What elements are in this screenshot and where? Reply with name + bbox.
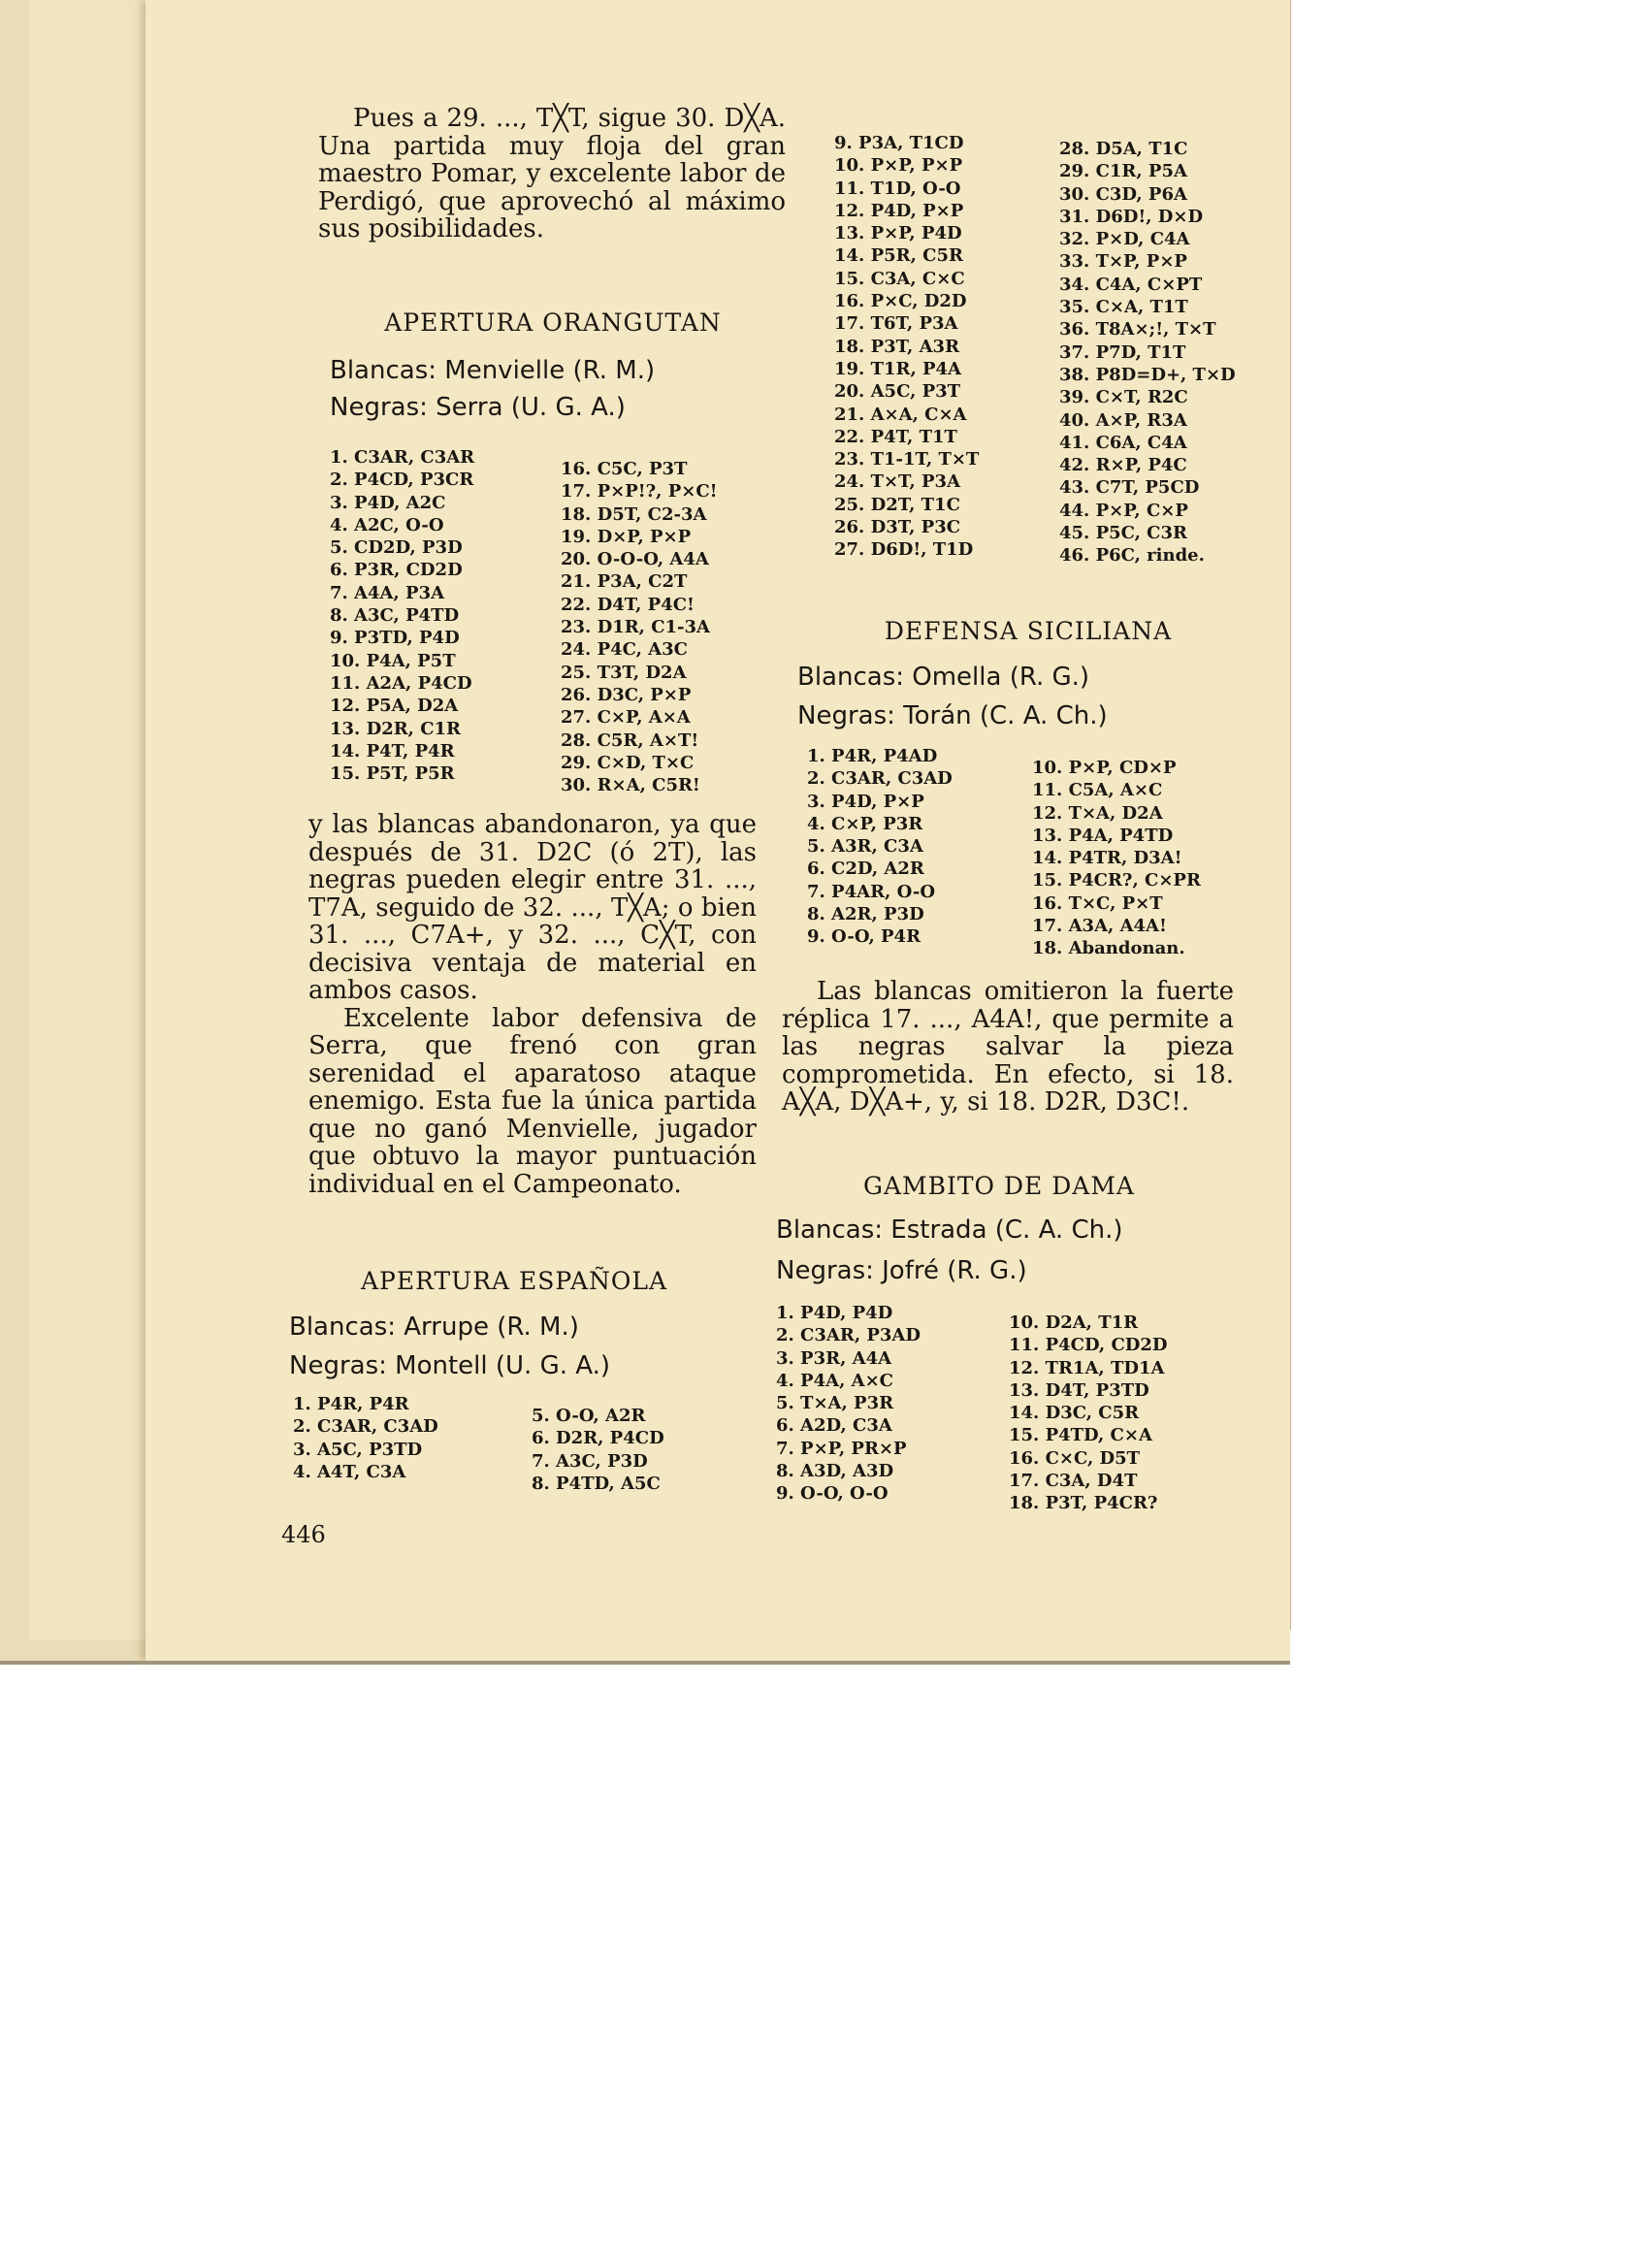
move: 13. P×P, P4D (834, 223, 962, 244)
game2-title: APERTURA ESPAÑOLA (360, 1267, 668, 1295)
move: 3. P4D, P×P (807, 791, 924, 812)
game4-black: Negras: Jofré (R. G.) (776, 1256, 1027, 1285)
move: 6. A2D, C3A (776, 1415, 892, 1437)
move: 10. P×P, CD×P (1032, 758, 1177, 778)
move: 4. A4T, C3A (293, 1461, 406, 1482)
move: 14. P4T, P4R (330, 740, 455, 761)
move: 5. CD2D, P3D (330, 537, 463, 559)
game2-moves-col3 (834, 132, 979, 562)
move: 25. D2T, T1C (834, 494, 960, 515)
game1-comment2: Excelente labor defensiva de Serra, que frenó con gran serenidad el aparatoso ataque enemigo. Esta fue la única partida que no ganó Menvielle, jugador que obtuvo la mayor puntuación individual en el Campeonato. (308, 1003, 757, 1199)
page-shadow (0, 1661, 1290, 1665)
move: 43. C7T, P5CD (1059, 477, 1200, 499)
move: 13. P4A, P4TD (1032, 825, 1174, 846)
game1-moves-col1 (330, 446, 474, 785)
move: 31. D6D!, D×D (1059, 206, 1204, 227)
move: 12. TR1A, TD1A (1009, 1357, 1165, 1378)
game3-comment-block (782, 978, 1234, 1117)
game1-comment-block (308, 811, 757, 1198)
move: 15. C3A, C×C (834, 268, 965, 289)
move: 34. C4A, C×PT (1059, 274, 1203, 295)
move: 1. P4R, P4AD (807, 746, 938, 766)
move: 4. A2C, O-O (330, 514, 444, 535)
move: 9. P3A, T1CD (834, 133, 964, 153)
move: 16. C×C, D5T (1009, 1447, 1141, 1469)
move: 17. T6T, P3A (834, 313, 958, 335)
move: 3. P3R, A4A (776, 1347, 892, 1369)
move: 14. D3C, C5R (1009, 1403, 1140, 1424)
game3-black: Negras: Torán (C. A. Ch.) (797, 701, 1108, 730)
intro-text: Pues a 29. ..., T╳T, sigue 30. D╳A. Una partida muy floja del gran maestro Pomar, y excelente labor de Perdigó, que aprovechó al máximo sus posibilidades. (318, 104, 786, 243)
move: 3. P4D, A2C (330, 492, 446, 513)
move: 39. C×T, R2C (1059, 387, 1188, 408)
move: 24. T×T, P3A (834, 471, 961, 493)
move: 15. P5T, P5R (330, 763, 455, 785)
game4-moves-col1 (776, 1302, 921, 1506)
move: 4. P4A, A×C (776, 1370, 893, 1391)
move: 15. P4TD, C×A (1009, 1425, 1152, 1446)
move: 10. P4A, P5T (330, 650, 456, 671)
page-number: 446 (281, 1521, 326, 1548)
intro-paragraph (318, 105, 786, 243)
move: 26. D3T, P3C (834, 517, 961, 538)
move: 37. P7D, T1T (1059, 341, 1186, 363)
move: 6. C2D, A2R (807, 859, 924, 880)
move: 26. D3C, P×P (561, 684, 692, 705)
game2-black: Negras: Montell (U. G. A.) (289, 1351, 610, 1380)
game3-moves-col1 (807, 745, 953, 949)
move: 2. P4CD, P3CR (330, 470, 474, 491)
move: 12. P4D, P×P (834, 200, 964, 221)
game2-white: Blancas: Arrupe (R. M.) (289, 1312, 579, 1342)
move: 44. P×P, C×P (1059, 500, 1188, 521)
move: 7. P×P, PR×P (776, 1438, 907, 1459)
move: 1. P4D, P4D (776, 1303, 893, 1323)
move: 28. D5A, T1C (1059, 139, 1188, 159)
move: 22. D4T, P4C! (561, 594, 695, 615)
move: 11. T1D, O-O (834, 178, 961, 199)
game2-moves-col2 (532, 1405, 664, 1495)
move: 21. A×A, C×A (834, 404, 967, 425)
move: 29. C×D, T×C (561, 752, 695, 773)
game1-title: APERTURA ORANGUTAN (384, 308, 722, 337)
move: 9. P3TD, P4D (330, 628, 460, 649)
move: 30. C3D, P6A (1059, 183, 1187, 205)
game2-moves-col4 (1059, 138, 1236, 567)
move: 16. C5C, P3T (561, 459, 688, 479)
move: 8. P4TD, A5C (532, 1473, 661, 1494)
move: 17. C3A, D4T (1009, 1471, 1138, 1492)
move: 5. A3R, C3A (807, 836, 923, 858)
move: 27. C×P, A×A (561, 707, 691, 729)
move: 42. R×P, P4C (1059, 455, 1187, 476)
move: 12. P5A, D2A (330, 696, 459, 717)
game3-comment: Las blancas omitieron la fuerte réplica 17. ..., A4A!, que permite a las negras salvar la pieza comprometida. En efecto, si 18. A╳A, D╳A+, y, si 18. D2R, D3C!. (782, 977, 1234, 1117)
move: 11. C5A, A×C (1032, 780, 1163, 801)
game1-comment1: y las blancas abandonaron, ya que después de 31. D2C (ó 2T), las negras pueden elegir entre 31. ..., T7A, seguido de 32. ..., T╳A; o bien 31. ..., C7A+, y 32. ..., C╳T, con decisiva ventaja de material en ambos casos. (308, 810, 757, 1005)
move: 13. D2R, C1R (330, 718, 462, 739)
game2-moves-col1 (293, 1393, 438, 1483)
game4-white: Blancas: Estrada (C. A. Ch.) (776, 1215, 1123, 1245)
move: 40. A×P, R3A (1059, 409, 1187, 431)
move: 5. T×A, P3R (776, 1393, 894, 1414)
move: 6. D2R, P4CD (532, 1428, 664, 1449)
move: 33. T×P, P×P (1059, 251, 1187, 273)
move: 23. D1R, C1-3A (561, 617, 711, 638)
game4-moves-col2 (1009, 1312, 1168, 1515)
move: 29. C1R, P5A (1059, 161, 1187, 182)
move: 12. T×A, D2A (1032, 802, 1163, 824)
move: 22. P4T, T1T (834, 426, 957, 447)
move: 16. T×C, P×T (1032, 892, 1163, 914)
move: 14. P5R, C5R (834, 245, 963, 267)
move: 1. P4R, P4R (293, 1394, 409, 1414)
move: 19. T1R, P4A (834, 358, 962, 379)
move: 24. P4C, A3C (561, 639, 689, 661)
move: 41. C6A, C4A (1059, 432, 1187, 453)
move: 27. D6D!, T1D (834, 539, 974, 561)
game1-moves-col2 (561, 458, 718, 796)
move: 16. P×C, D2D (834, 291, 967, 312)
move: 35. C×A, T1T (1059, 297, 1188, 318)
move: 18. P3T, P4CR? (1009, 1493, 1158, 1514)
move: 7. A3C, P3D (532, 1450, 648, 1472)
move: 18. D5T, C2-3A (561, 503, 707, 525)
move: 10. P×P, P×P (834, 155, 963, 177)
game3-title: DEFENSA SICILIANA (884, 617, 1173, 645)
move: 45. P5C, C3R (1059, 523, 1187, 544)
move: 8. A3C, P4TD (330, 605, 460, 627)
game3-moves-col2 (1032, 757, 1201, 960)
move: 14. P4TR, D3A! (1032, 848, 1182, 869)
move: 20. O-O-O, A4A (561, 549, 709, 570)
move: 18. P3T, A3R (834, 336, 960, 357)
move: 46. P6C, rinde. (1059, 545, 1205, 567)
move: 4. C×P, P3R (807, 813, 923, 834)
move: 10. D2A, T1R (1009, 1312, 1139, 1333)
game1-white: Blancas: Menvielle (R. M.) (330, 356, 656, 385)
move: 18. Abandonan. (1032, 938, 1185, 959)
move: 11. A2A, P4CD (330, 672, 472, 694)
move: 11. P4CD, CD2D (1009, 1335, 1168, 1356)
move: 3. A5C, P3TD (293, 1439, 423, 1460)
move: 15. P4CR?, C×PR (1032, 870, 1201, 891)
move: 30. R×A, C5R! (561, 775, 700, 796)
move: 1. C3AR, C3AR (330, 447, 475, 468)
game1-black: Negras: Serra (U. G. A.) (330, 393, 626, 422)
move: 9. O-O, P4R (807, 926, 922, 948)
move: 8. A2R, P3D (807, 904, 924, 925)
move: 17. A3A, A4A! (1032, 916, 1167, 937)
move: 36. T8A×;!, T×T (1059, 319, 1216, 340)
move: 13. D4T, P3TD (1009, 1379, 1149, 1401)
move: 2. C3AR, C3AD (807, 768, 953, 790)
move: 32. P×D, C4A (1059, 229, 1190, 250)
move: 2. C3AR, C3AD (293, 1416, 438, 1438)
move: 6. P3R, CD2D (330, 560, 463, 581)
move: 38. P8D=D+, T×D (1059, 364, 1236, 385)
move: 17. P×P!?, P×C! (561, 481, 718, 502)
move: 28. C5R, A×T! (561, 729, 699, 751)
move: 19. D×P, P×P (561, 526, 692, 547)
move: 8. A3D, A3D (776, 1461, 894, 1482)
move: 7. A4A, P3A (330, 582, 445, 603)
move: 9. O-O, O-O (776, 1483, 889, 1505)
move: 2. C3AR, P3AD (776, 1325, 922, 1346)
move: 7. P4AR, O-O (807, 881, 936, 902)
move: 21. P3A, C2T (561, 571, 688, 593)
move: 25. T3T, D2A (561, 662, 687, 683)
game4-title: GAMBITO DE DAMA (863, 1172, 1135, 1200)
move: 20. A5C, P3T (834, 381, 961, 403)
move: 23. T1-1T, T×T (834, 449, 980, 470)
game3-white: Blancas: Omella (R. G.) (797, 663, 1090, 692)
move: 5. O-O, A2R (532, 1406, 646, 1426)
